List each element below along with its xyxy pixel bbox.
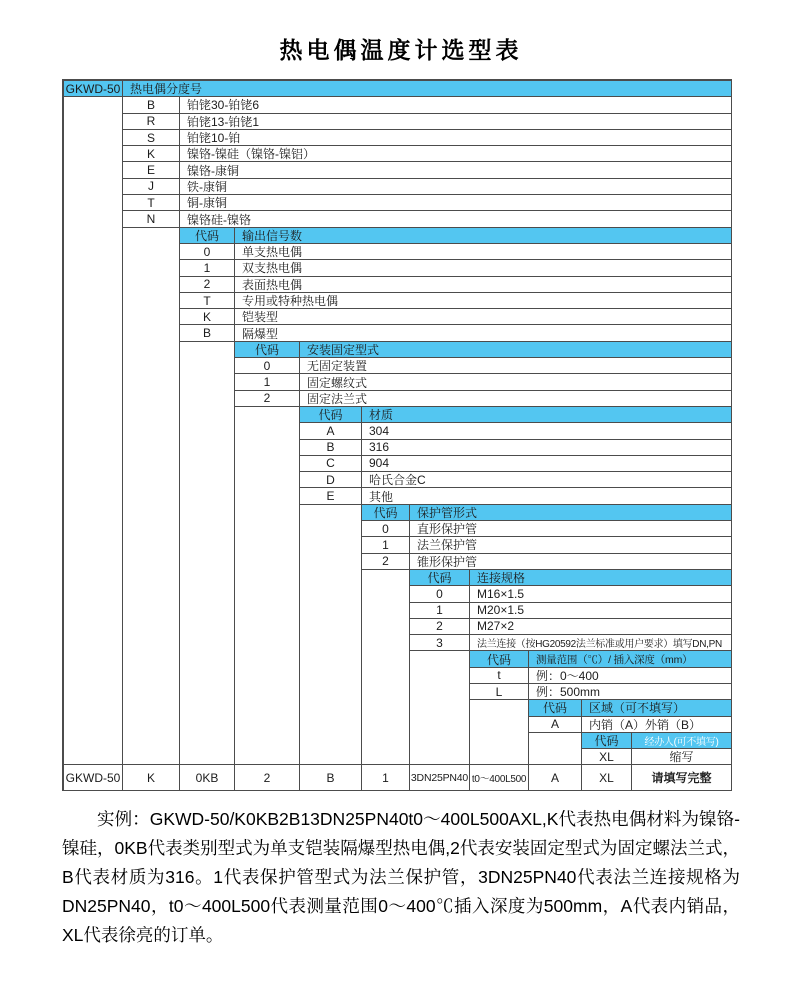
label-cell: 铂铑10-铂 [179, 129, 731, 145]
section-header-title: 热电偶分度号 [122, 80, 731, 96]
example-paragraph: 实例：GKWD-50/K0KB2B13DN25PN40t0～400L500AXL,K代表热电偶材料为镍铬-镍硅，0KB代表类别型式为单支铠装隔爆型热电偶,2代表安装固定型式为固定螺法兰式，B代表材质为316。1代表保护管型式为法兰保护管，3DN25PN40代表法兰连接规格为DN25PN40，t0～400L500代表测量范围0～400℃插入深度为500mm，A代表内销品，XL代表徐亮的订单。 [62, 809, 740, 946]
section-header-title: 区域（可不填写） [581, 699, 731, 715]
empty-column [63, 96, 122, 764]
code-cell: 0 [409, 585, 469, 601]
empty-column [299, 504, 361, 765]
empty-column [234, 406, 299, 765]
code-cell: 0 [361, 520, 409, 536]
label-cell: M27×2 [469, 618, 731, 634]
model-code-cell: GKWD-50 [63, 80, 122, 96]
code-cell: t [469, 667, 528, 683]
label-cell: 固定螺纹式 [299, 373, 731, 389]
label-cell: 304 [361, 422, 731, 438]
label-cell: 法兰保护管 [409, 536, 731, 552]
code-cell: C [299, 455, 361, 471]
page-title: 热电偶温度计选型表 [279, 37, 523, 63]
label-cell: 904 [361, 455, 731, 471]
label-cell: 铠装型 [234, 308, 731, 324]
label-cell: 镍铬-康铜 [179, 161, 731, 177]
empty-column [528, 732, 581, 765]
code-cell: A [299, 422, 361, 438]
code-cell: A [528, 716, 581, 732]
code-cell: 1 [409, 602, 469, 618]
label-cell: 镍铬硅-镍铬 [179, 210, 731, 226]
code-cell: 0 [179, 243, 234, 259]
section-header-code: 代码 [581, 732, 631, 748]
label-cell: 直形保护管 [409, 520, 731, 536]
code-cell: K [179, 308, 234, 324]
label-cell: 例：500mm [528, 683, 731, 699]
footer-cell: 3DN25PN40 [409, 764, 469, 790]
code-cell: L [469, 683, 528, 699]
code-cell: 2 [179, 276, 234, 292]
section-header-title: 输出信号数 [234, 227, 731, 243]
code-cell: 2 [409, 618, 469, 634]
section-header-title: 保护管形式 [409, 504, 731, 520]
section-header-code: 代码 [361, 504, 409, 520]
label-cell: 锥形保护管 [409, 553, 731, 569]
label-cell: 316 [361, 439, 731, 455]
code-cell: J [122, 178, 179, 194]
label-cell: 铜-康铜 [179, 194, 731, 210]
code-cell: T [179, 292, 234, 308]
empty-column [469, 699, 528, 764]
section-header-title: 经办人(可不填写) [631, 732, 731, 748]
label-cell: 铂铑30-铂铑6 [179, 96, 731, 112]
footer-cell: B [299, 764, 361, 790]
label-cell: 单支热电偶 [234, 243, 731, 259]
code-cell: 1 [179, 259, 234, 275]
section-header-code: 代码 [234, 341, 299, 357]
label-cell: M20×1.5 [469, 602, 731, 618]
code-cell: D [299, 471, 361, 487]
code-cell: T [122, 194, 179, 210]
section-header-code: 代码 [528, 699, 581, 715]
page-content [62, 32, 740, 950]
code-cell: 1 [234, 373, 299, 389]
section-header-title: 连接规格 [469, 569, 731, 585]
code-cell: E [122, 161, 179, 177]
label-cell: 内销（A）外销（B） [581, 716, 731, 732]
empty-column [361, 569, 409, 765]
section-header-title: 测量范围（℃）/ 插入深度（mm） [528, 650, 731, 666]
code-cell: B [179, 324, 234, 340]
label-cell: 镍铬-镍硅（镍铬-镍铝） [179, 145, 731, 161]
label-cell: 固定法兰式 [299, 390, 731, 406]
empty-column [179, 341, 234, 765]
section-header-code: 代码 [469, 650, 528, 666]
footer-cell: GKWD-50 [63, 764, 122, 790]
footer-cell: 2 [234, 764, 299, 790]
label-cell: 无固定装置 [299, 357, 731, 373]
code-cell: XL [581, 748, 631, 764]
selection-table [62, 79, 732, 791]
label-cell: 缩写 [631, 748, 731, 764]
label-cell: 法兰连接（按HG20592法兰标准或用户要求）填写DN,PN [469, 634, 731, 650]
empty-column [122, 227, 179, 765]
label-cell: 铂铑13-铂铑1 [179, 113, 731, 129]
label-cell: 例：0～400 [528, 667, 731, 683]
section-header-code: 代码 [409, 569, 469, 585]
code-cell: 2 [361, 553, 409, 569]
code-cell: 2 [234, 390, 299, 406]
label-cell: 哈氏合金C [361, 471, 731, 487]
code-cell: S [122, 129, 179, 145]
footer-cell: A [528, 764, 581, 790]
footer-cell: K [122, 764, 179, 790]
code-cell: 0 [234, 357, 299, 373]
code-cell: E [299, 487, 361, 503]
footer-cell: t0～400L500 [469, 764, 528, 790]
label-cell: 隔爆型 [234, 324, 731, 340]
footer-cell: 1 [361, 764, 409, 790]
section-header-code: 代码 [179, 227, 234, 243]
label-cell: 专用或特种热电偶 [234, 292, 731, 308]
footer-cell: XL [581, 764, 631, 790]
label-cell: M16×1.5 [469, 585, 731, 601]
section-header-title: 安装固定型式 [299, 341, 731, 357]
code-cell: B [299, 439, 361, 455]
code-cell: B [122, 96, 179, 112]
footer-cell: 0KB [179, 764, 234, 790]
code-cell: N [122, 210, 179, 226]
footer-cell-note: 请填写完整 [631, 764, 731, 790]
label-cell: 铁-康铜 [179, 178, 731, 194]
code-cell: K [122, 145, 179, 161]
label-cell: 双支热电偶 [234, 259, 731, 275]
label-cell: 表面热电偶 [234, 276, 731, 292]
section-header-code: 代码 [299, 406, 361, 422]
empty-column [409, 650, 469, 764]
code-cell: 3 [409, 634, 469, 650]
section-header-title: 材质 [361, 406, 731, 422]
label-cell: 其他 [361, 487, 731, 503]
code-cell: R [122, 113, 179, 129]
code-cell: 1 [361, 536, 409, 552]
